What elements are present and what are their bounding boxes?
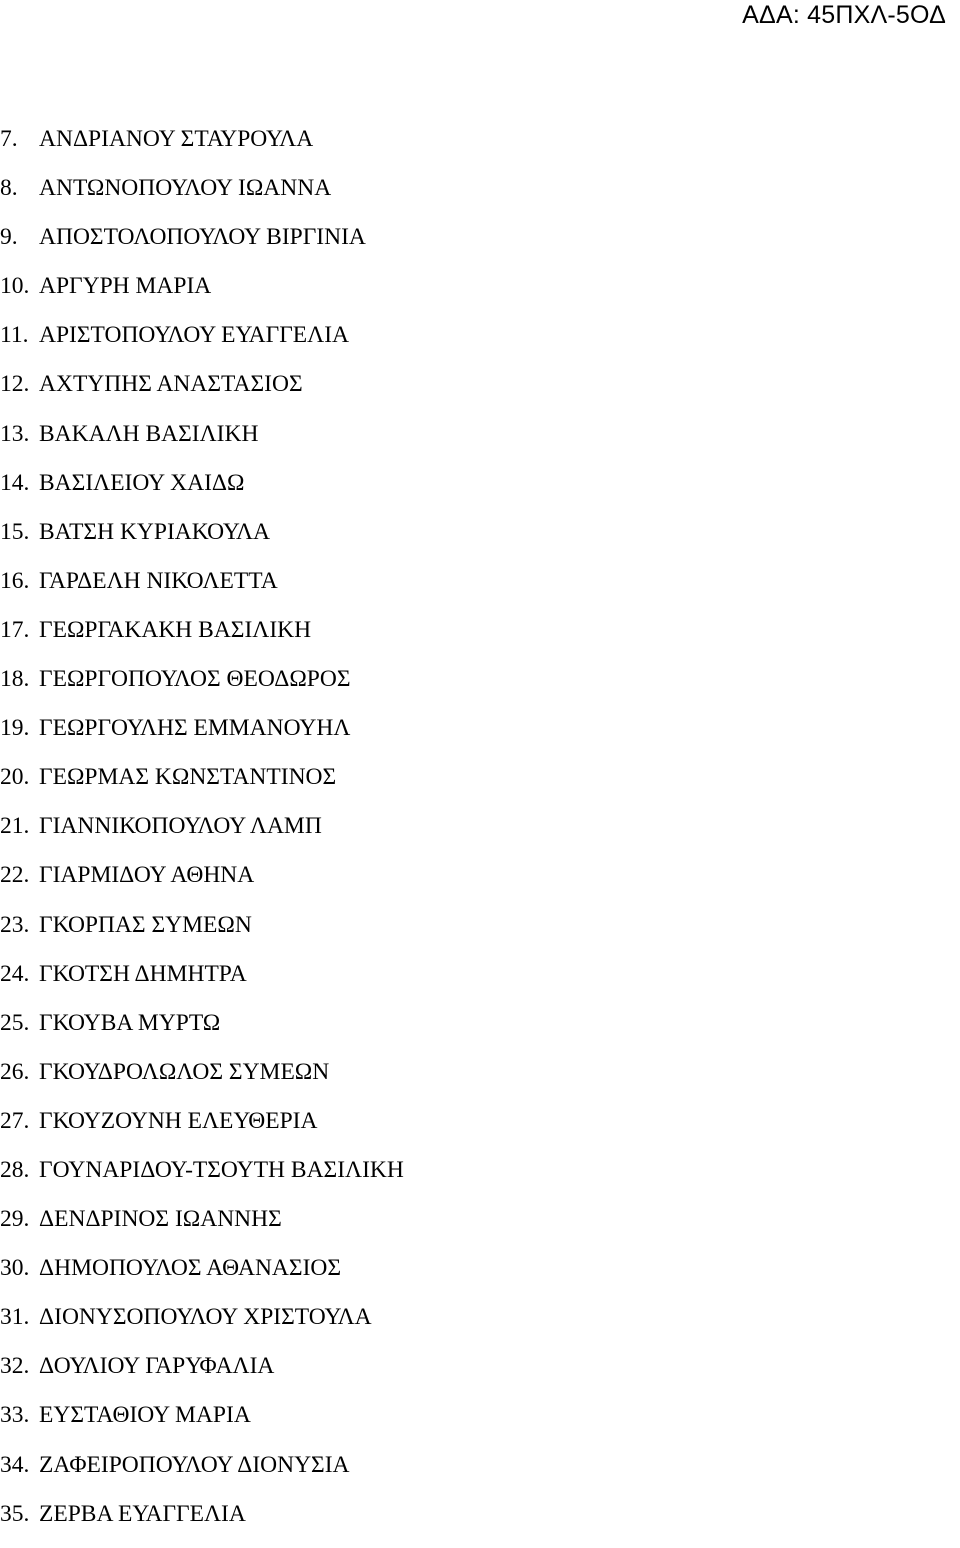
list-item (0, 1302, 404, 1351)
list-item (0, 369, 404, 418)
list-item-number: 7. (0, 126, 18, 152)
list-item-name: ΒΑΚΑΛΗ ΒΑΣΙΛΙΚΗ (39, 420, 259, 447)
list-item-number: 9. (0, 224, 18, 251)
list-item-number: 25. (0, 1009, 30, 1036)
list-item-number: 18. (0, 666, 30, 693)
list-item (0, 1351, 404, 1400)
list-item-name: ΒΑΣΙΛΕΙΟΥ ΧΑΙΔΩ (39, 469, 245, 496)
list-item-number: 14. (0, 469, 30, 496)
list-item-number: 24. (0, 960, 30, 987)
list-item-number: 15. (0, 518, 30, 545)
list-item (0, 860, 404, 909)
list-item-name: ΑΝΔΡΙΑΝΟΥ ΣΤΑΥΡΟΥΛΑ (39, 126, 314, 152)
list-item-name: ΓΚΟΥΖΟΥΝΗ ΕΛΕΥΘΕΡΙΑ (39, 1107, 318, 1134)
list-item-name: ΓΚΟΡΠΑΣ ΣΥΜΕΩΝ (39, 911, 252, 938)
list-item-number: 32. (0, 1353, 30, 1380)
list-item-number: 30. (0, 1255, 30, 1282)
list-item-name: ΓΙΑΡΜΙΔΟΥ ΑΘΗΝΑ (39, 862, 255, 889)
list-item-number: 10. (0, 273, 30, 300)
list-item-number: 29. (0, 1206, 30, 1233)
list-item-name: ΓΕΩΡΓΟΠΟΥΛΟΣ ΘΕΟΔΩΡΟΣ (39, 666, 351, 693)
ada-code: ΑΔΑ: 45ΠΧΛ-5ΟΔ (742, 1, 946, 29)
list-item (0, 762, 404, 811)
list-item-name: ΑΝΤΩΝΟΠΟΥΛΟΥ ΙΩΑΝΝΑ (39, 175, 332, 202)
list-item-name: ΑΧΤΥΠΗΣ ΑΝΑΣΤΑΣΙΟΣ (39, 371, 303, 398)
list-item (0, 124, 404, 173)
list-item-number: 28. (0, 1156, 30, 1183)
list-item-number: 35. (0, 1500, 30, 1527)
list-item-number: 31. (0, 1304, 30, 1331)
list-item (0, 1400, 404, 1449)
list-item-name: ΔΗΜΟΠΟΥΛΟΣ ΑΘΑΝΑΣΙΟΣ (39, 1255, 342, 1282)
list-item-name: ΖΑΦΕΙΡΟΠΟΥΛΟΥ ΔΙΟΝΥΣΙΑ (39, 1451, 350, 1478)
list-item-name: ΓΑΡΔΕΛΗ ΝΙΚΟΛΕΤΤΑ (39, 567, 278, 594)
list-item (0, 664, 404, 713)
list-item-number: 21. (0, 813, 30, 840)
list-item-name: ΓΚΟΥΔΡΟΛΩΛΟΣ ΣΥΜΕΩΝ (39, 1058, 330, 1085)
list-item (0, 173, 404, 222)
list-item-name: ΓΕΩΡΓΑΚΑΚΗ ΒΑΣΙΛΙΚΗ (39, 616, 312, 643)
list-item-number: 11. (0, 322, 29, 349)
list-item (0, 1155, 404, 1204)
list-item (0, 419, 404, 468)
list-item-number: 8. (0, 175, 18, 202)
list-item (0, 468, 404, 517)
list-item-name: ΓΙΑΝΝΙΚΟΠΟΥΛΟΥ ΛΑΜΠ (39, 813, 322, 840)
list-item-number: 19. (0, 715, 30, 742)
list-item (0, 271, 404, 320)
list-item-name: ΓΚΟΤΣΗ ΔΗΜΗΤΡΑ (39, 960, 247, 987)
list-item-name: ΑΠΟΣΤΟΛΟΠΟΥΛΟΥ ΒΙΡΓΙΝΙΑ (39, 224, 366, 251)
list-item (0, 1057, 404, 1106)
list-item (0, 910, 404, 959)
list-item-number: 20. (0, 764, 30, 791)
list-item-name: ΔΙΟΝΥΣΟΠΟΥΛΟΥ ΧΡΙΣΤΟΥΛΑ (39, 1304, 372, 1331)
list-item (0, 615, 404, 664)
list-item (0, 320, 404, 369)
list-item (0, 566, 404, 615)
list-item-name: ΒΑΤΣΗ ΚΥΡΙΑΚΟΥΛΑ (39, 518, 271, 545)
list-item (0, 1106, 404, 1155)
list-item-name: ΔΕΝΔΡΙΝΟΣ ΙΩΑΝΝΗΣ (39, 1206, 282, 1233)
list-item (0, 811, 404, 860)
list-item (0, 713, 404, 762)
list-item-number: 17. (0, 616, 30, 643)
list-item (0, 222, 404, 271)
list-item (0, 959, 404, 1008)
list-item (0, 517, 404, 566)
list-item-name: ΓΕΩΡΜΑΣ ΚΩΝΣΤΑΝΤΙΝΟΣ (39, 764, 337, 791)
list-item-name: ΑΡΙΣΤΟΠΟΥΛΟΥ ΕΥΑΓΓΕΛΙΑ (39, 322, 349, 349)
list-item-number: 16. (0, 567, 30, 594)
list-item-number: 34. (0, 1451, 30, 1478)
list-item (0, 1450, 404, 1499)
list-item-number: 12. (0, 371, 30, 398)
list-item-name: ΓΕΩΡΓΟΥΛΗΣ ΕΜΜΑΝΟΥΗΛ (39, 715, 351, 742)
name-list (0, 124, 404, 1548)
list-item (0, 1253, 404, 1302)
list-item-number: 13. (0, 420, 30, 447)
list-item-number: 27. (0, 1107, 30, 1134)
list-item-name: ΓΚΟΥΒΑ ΜΥΡΤΩ (39, 1009, 221, 1036)
list-item-number: 33. (0, 1402, 30, 1429)
list-item-name: ΖΕΡΒΑ ΕΥΑΓΓΕΛΙΑ (39, 1500, 246, 1527)
list-item (0, 1008, 404, 1057)
list-item-name: ΕΥΣΤΑΘΙΟΥ ΜΑΡΙΑ (39, 1402, 251, 1429)
list-item (0, 1499, 404, 1548)
list-item-name: ΓΟΥΝΑΡΙΔΟΥ-ΤΣΟΥΤΗ ΒΑΣΙΛΙΚΗ (39, 1156, 404, 1183)
list-item (0, 1204, 404, 1253)
list-item-number: 23. (0, 911, 30, 938)
list-item-number: 22. (0, 862, 30, 889)
list-item-number: 26. (0, 1058, 30, 1085)
list-item-name: ΔΟΥΛΙΟΥ ΓΑΡΥΦΑΛΙΑ (39, 1353, 275, 1380)
list-item-name: ΑΡΓΥΡΗ ΜΑΡΙΑ (39, 273, 212, 300)
